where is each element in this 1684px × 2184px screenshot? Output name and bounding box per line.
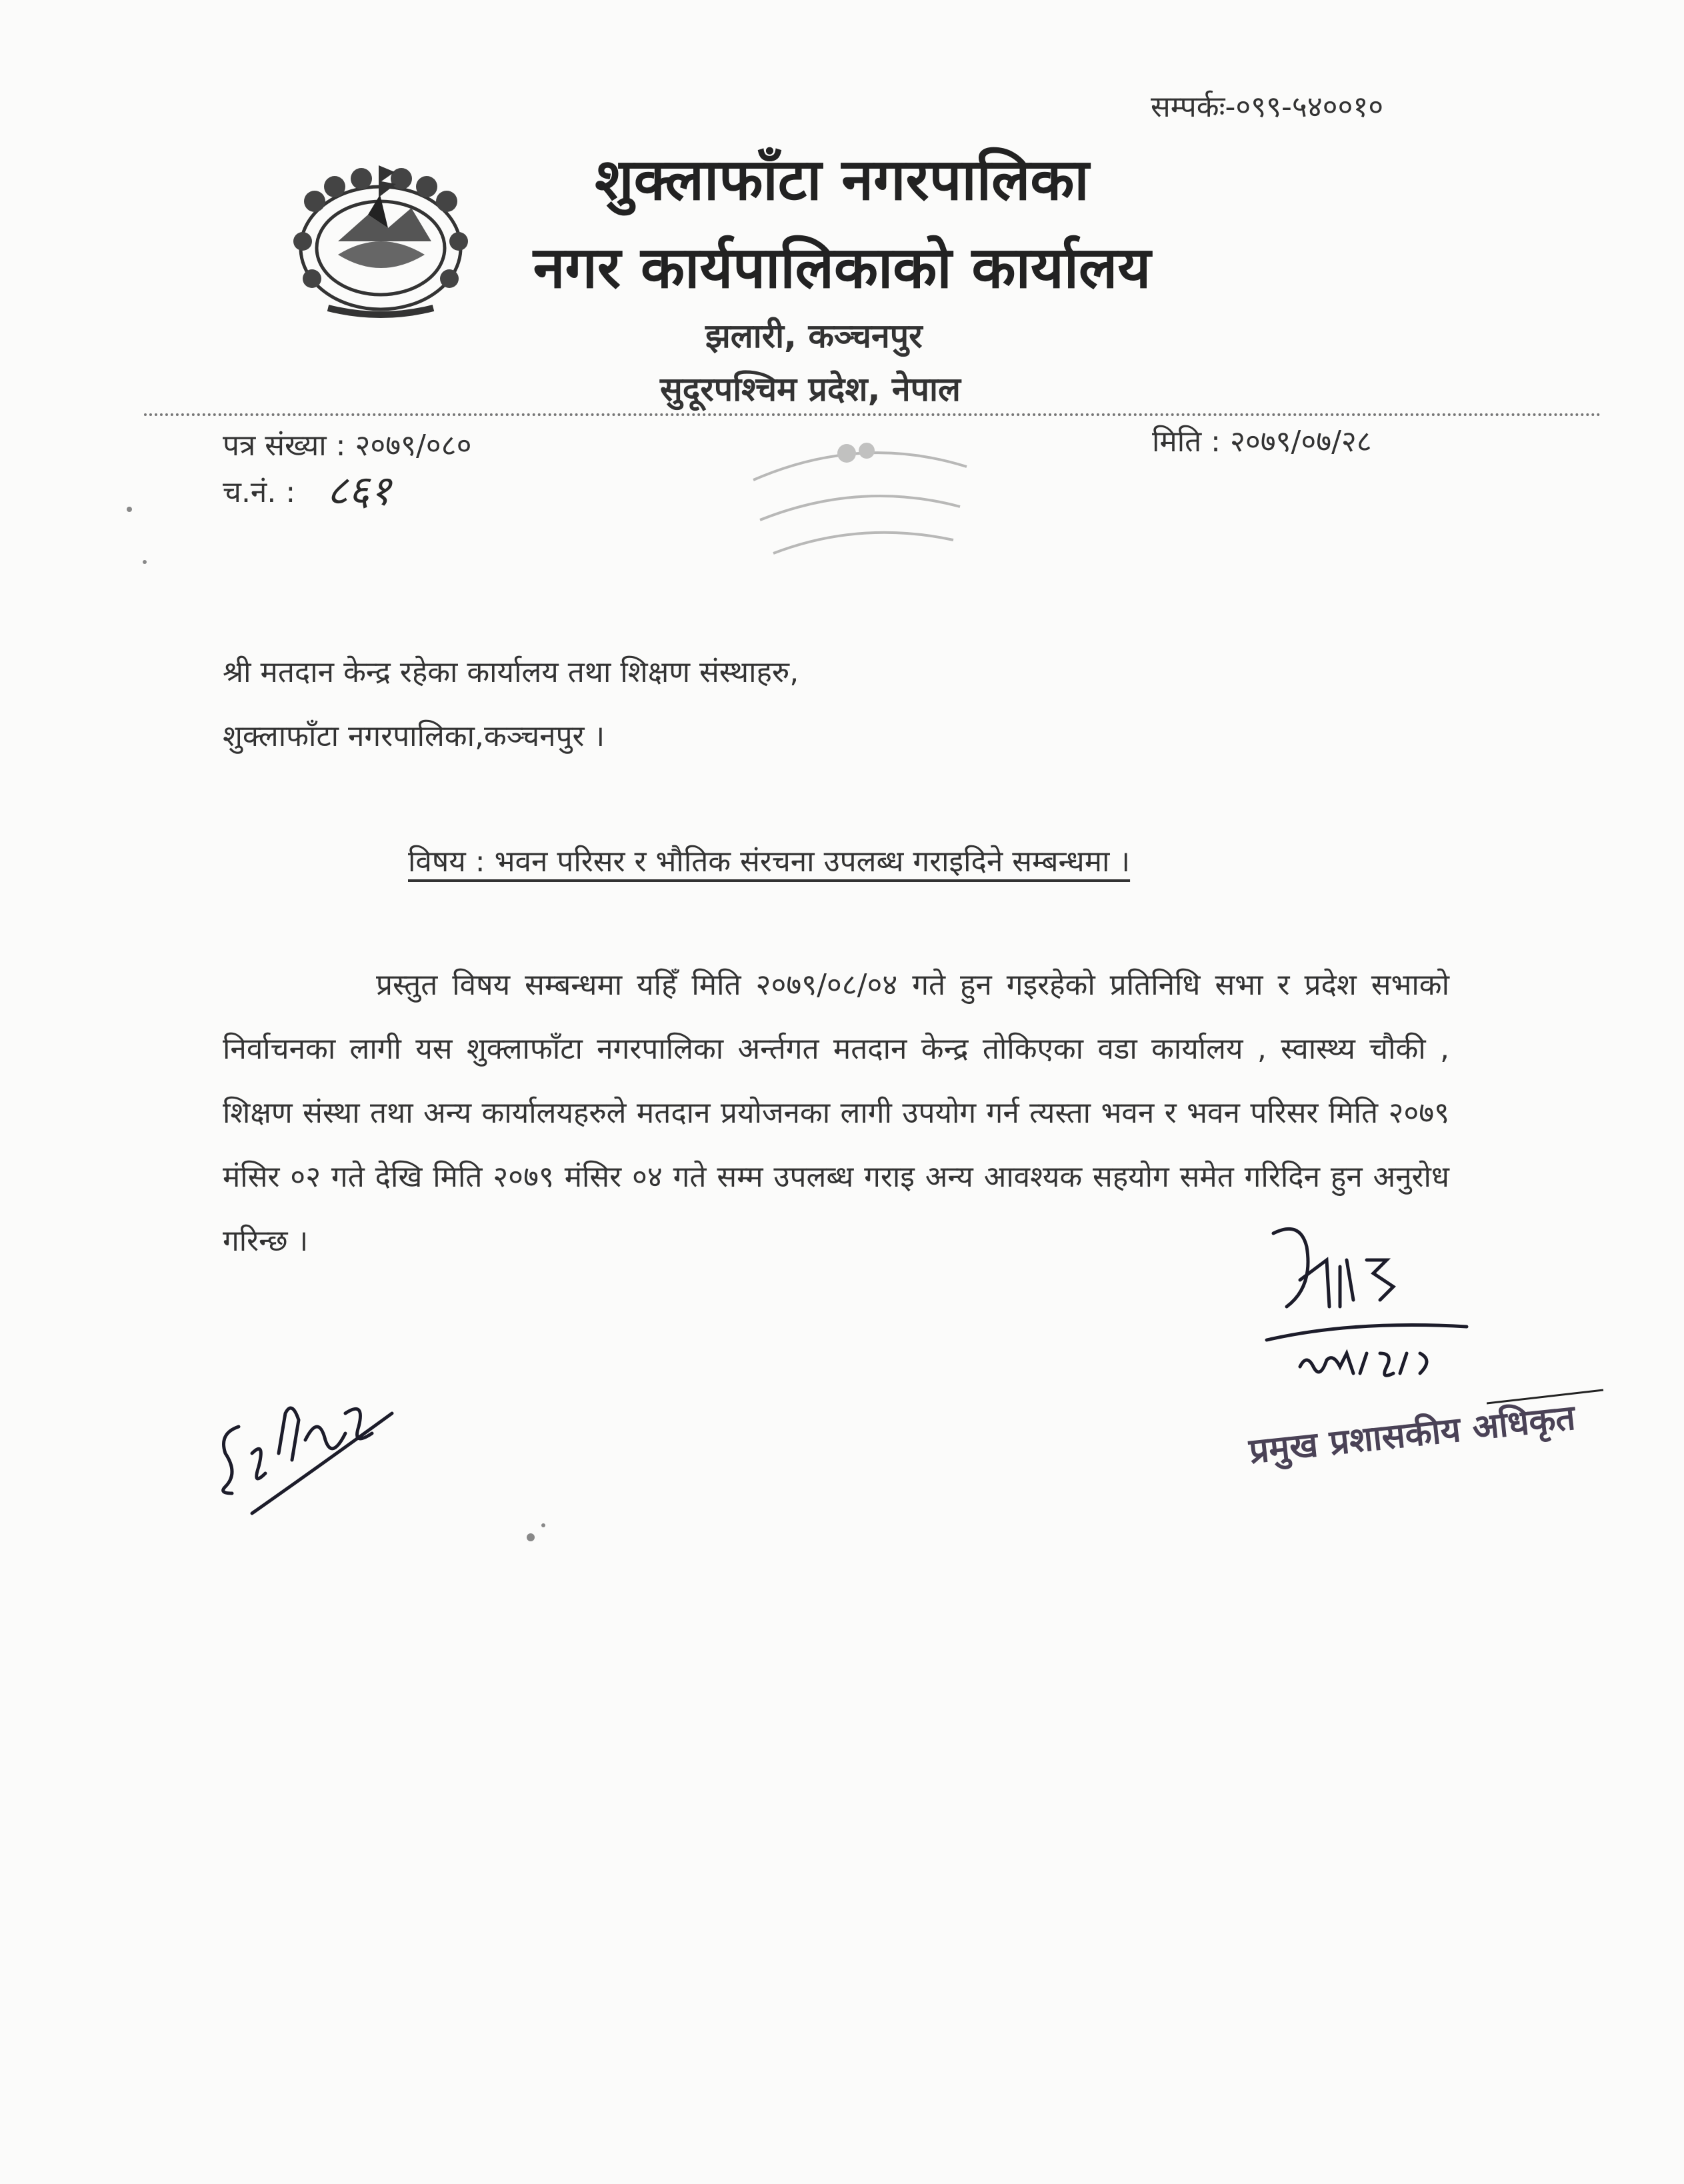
header-divider [144,413,1601,416]
contact-number: सम्पर्कः-०९९-५४००१० [1151,90,1384,124]
officer-signature-icon [1260,1220,1480,1400]
scan-speck [143,560,147,564]
office-title: नगर कार्यपालिकाको कार्यालय [533,235,1151,301]
address-line-2: सुदूरपश्चिम प्रदेश, नेपाल [660,370,961,409]
scan-speck [541,1523,545,1527]
letter-date: मिति : २०७९/०७/२८ [1152,425,1372,459]
dispatch-label: च.नं. : [223,475,296,509]
recipient-line-2: शुक्लाफाँटा नगरपालिका,कञ्चनपुर । [223,719,605,753]
dispatch-number: ८६१ [327,466,391,515]
address-line-1: झलारी, कञ्चनपुर [705,317,923,355]
recipient-line-1: श्री मतदान केन्द्र रहेका कार्यालय तथा शिक्षण संस्थाहरु, [223,655,799,689]
signatory-designation: प्रमुख प्रशासकीय अधिकृत [1247,1397,1577,1472]
letter-number: पत्र संख्या : २०७९/०८० [223,429,472,463]
office-stamp-icon [740,427,980,567]
initial-signature-icon [212,1373,399,1527]
subject-line: विषय : भवन परिसर र भौतिक संरचना उपलब्ध गराइदिने सम्बन्धमा । [408,845,1131,879]
scan-speck [527,1533,535,1541]
scan-speck [127,507,132,512]
body-paragraph: प्रस्तुत विषय सम्बन्धमा यहिँ मिति २०७९/०८/०४ गते हुन गइरहेको प्रतिनिधि सभा र प्रदेश सभाको निर्वाचनका लागी यस शुक्लाफाँटा नगरपालिका अर्न्तगत मतदान केन्द्र तोकिएका वडा कार्यालय , स्वास्थ्य चौकी , शिक्षण संस्था तथा अन्य कार्यालयहरुले मतदान प्रयोजनका लागी उपयोग गर्न त्यस्ता भवन र भवन परिसर मिति २०७९ मंसिर ०२ गते देखि मिति २०७९ मंसिर ०४ गते सम्म उपलब्ध गराइ अन्य आवश्यक सहयोग समेत गरिदिन हुन अनुरोध गरिन्छ । [223,968,1449,1258]
municipality-title: शुक्लाफाँटा नगरपालिका [595,147,1089,213]
